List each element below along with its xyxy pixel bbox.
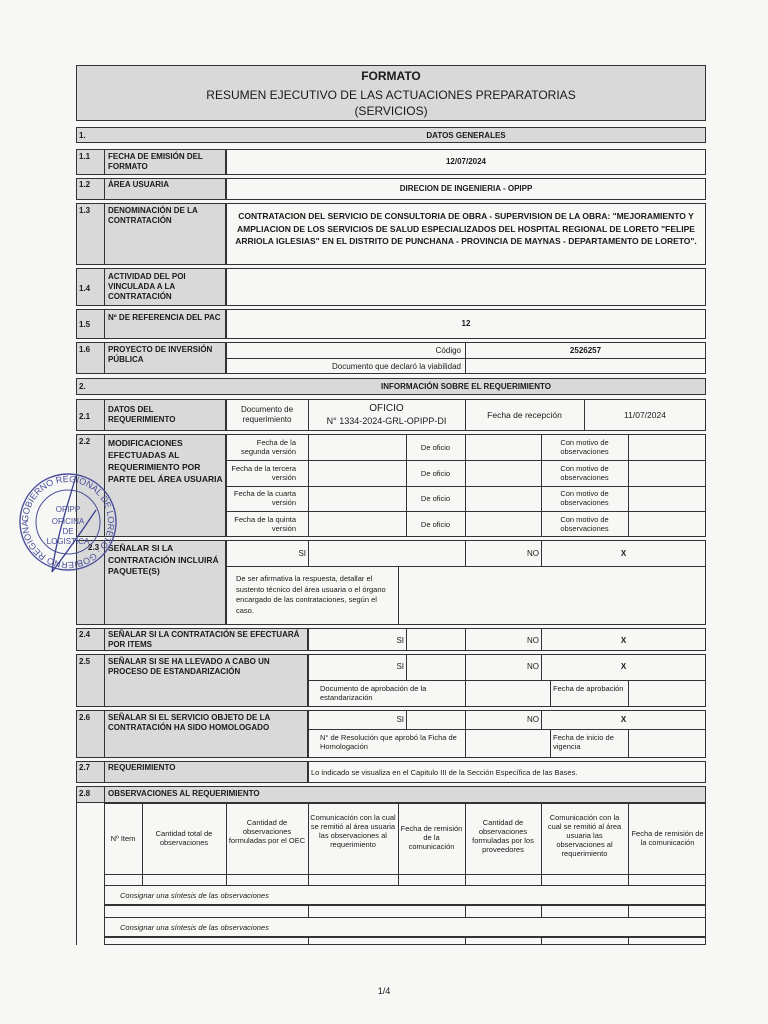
version-3-motive-label: Con motivo de observaciones: [560, 464, 609, 482]
code-label: Código: [435, 346, 461, 355]
col-header-oec-obs: Cantidad de observaciones formuladas por el OEC: [228, 818, 306, 845]
package-no-mark: X: [620, 549, 627, 558]
user-area: DIRECION DE INGENIERIA - OPIPP: [399, 184, 533, 193]
version-4-motive-label: Con motivo de observaciones: [560, 489, 609, 507]
row-1-4-num: 1.4: [79, 284, 91, 293]
version-5-motive-label: Con motivo de observaciones: [560, 515, 609, 533]
row-1-5-num: 1.5: [79, 320, 91, 329]
standardization-si-label: SI: [396, 662, 404, 671]
version-4-date-label: Fecha de la cuarta versión: [233, 489, 296, 507]
version-3-oficio-label: De oficio: [420, 469, 451, 478]
page-number: 1/4: [377, 986, 391, 996]
homologation-no-label: NO: [527, 715, 539, 724]
row-2-7-label: REQUERIMIENTO: [108, 763, 176, 772]
project-code: 2526257: [569, 346, 602, 355]
row-1-6-num: 1.6: [79, 345, 91, 354]
row-2-4-num: 2.4: [79, 630, 91, 639]
standardization-no-label: NO: [527, 662, 539, 671]
homologation-si-label: SI: [396, 715, 404, 724]
package-detail-label: De ser afirmativa la respuesta, detallar el sustento técnico del área usuaria o el órgano encargado de las contrataciones, según el caso.: [236, 574, 386, 615]
version-2-motive-label: Con motivo de observaciones: [560, 438, 609, 456]
row-1-2-label: ÁREA USUARIA: [108, 180, 170, 189]
row-1-3-num: 1.3: [79, 206, 91, 215]
request-doc-number: N° 1334-2024-GRL-OPIPP-DI: [326, 416, 447, 426]
svg-text:OFICINA: OFICINA: [51, 517, 85, 526]
contract-denomination: CONTRATACION DEL SERVICIO DE CONSULTORIA DE OBRA - SUPERVISION DE LA OBRA: "MEJORAMIENTO Y AMPLIACION DE LOS SERVICIOS DE SALUD ESPECIALIZADOS DEL HOSPITAL REGIONAL DE LORETO "FELIPE ARRIOLA IGLESIAS" EN EL DISTRITO DE PUNCHANA - PROVINCIA DE MAYNAS - DEPARTAMENTO DE LORETO".: [235, 211, 697, 246]
row-1-1-label: FECHA DE EMISIÓN DEL FORMATO: [108, 152, 203, 171]
section-1-title: DATOS GENERALES: [426, 131, 506, 140]
homologation-date-label: Fecha de inicio de vigencia: [553, 733, 614, 751]
col-header-oec-date: Fecha de remisión de la comunicación: [400, 824, 463, 851]
version-2-date-label: Fecha de la segunda versión: [240, 438, 296, 456]
header-subtitle: RESUMEN EJECUTIVO DE LAS ACTUACIONES PREPARATORIAS: [206, 88, 576, 102]
request-doc-type: OFICIO: [369, 403, 404, 414]
col-header-item: Nº Item: [110, 834, 136, 843]
homologation-no-mark: X: [620, 715, 627, 724]
section-1-num: 1.: [79, 131, 86, 140]
col-header-prov-obs: Cantidad de observaciones formuladas por los proveedores: [472, 818, 534, 854]
synthesis-text-1: Consignar una síntesis de las observaciones: [120, 891, 269, 900]
request-doc-label: Documento de requerimiento: [240, 405, 294, 424]
version-3-date-label: Fecha de la tercera versión: [231, 464, 296, 482]
standardization-no-mark: X: [620, 662, 627, 671]
svg-text:OPIPP: OPIPP: [55, 505, 81, 514]
requirement-note: Lo indicado se visualiza en el Capitulo III de la Sección Específica de las Bases.: [311, 768, 578, 777]
row-2-5-num: 2.5: [79, 657, 91, 666]
emission-date: 12/07/2024: [445, 157, 487, 166]
col-header-oec-comm: Comunicación con la cual se remitió al área usuaria las observaciones al requerimiento: [310, 813, 396, 849]
items-no-label: NO: [527, 636, 539, 645]
version-2-oficio-label: De oficio: [420, 443, 451, 452]
row-1-4-value-cell: [226, 268, 706, 306]
svg-text:GOBIERNO REGIONAL DE LORETO ·: GOBIERNO REGIONAL DE LORETO · GOBIERNO REGIONA: [19, 473, 117, 571]
version-5-oficio-label: De oficio: [420, 520, 451, 529]
row-2-5-label: SEÑALAR SI SE HA LLEVADO A CABO UN PROCESO DE ESTANDARIZACIÓN: [108, 657, 270, 676]
row-1-2-num: 1.2: [79, 180, 91, 189]
row-2-8-num: 2.8: [79, 789, 91, 798]
row-2-6-num: 2.6: [79, 713, 91, 722]
row-1-5-label: Nº DE REFERENCIA DEL PAC: [108, 313, 221, 322]
row-2-7-num: 2.7: [79, 763, 91, 772]
row-2-8-label: OBSERVACIONES AL REQUERIMIENTO: [108, 789, 260, 798]
synthesis-text-2: Consignar una síntesis de las observaciones: [120, 923, 269, 932]
col-header-prov-date: Fecha de remisión de la comunicación: [631, 829, 704, 847]
viability-doc-label: Documento que declaró la viabilidad: [332, 362, 461, 371]
row-2-2-num: 2.2: [79, 437, 91, 446]
items-no-mark: X: [620, 636, 627, 645]
official-seal: [16, 470, 120, 574]
version-4-oficio-label: De oficio: [420, 494, 451, 503]
homologation-resolution-label: N° de Resolución que aprobó la Ficha de Homologación: [320, 733, 457, 751]
row-2-6-label: SEÑALAR SI EL SERVICIO OBJETO DE LA CONTRATACIÓN HA SIDO HOMOLOGADO: [108, 713, 270, 732]
reception-date: 11/07/2024: [624, 410, 666, 420]
row-1-6-label: PROYECTO DE INVERSIÓN PÚBLICA: [108, 345, 213, 364]
section-2-num: 2.: [79, 382, 86, 391]
col-header-prov-comm: Comunicación con la cual se remitió al área usuaria las observaciones al requerimiento: [547, 813, 622, 858]
row-2-4-label: SEÑALAR SI LA CONTRATACIÓN SE EFECTUARÁ POR ITEMS: [108, 630, 300, 649]
svg-text:DE: DE: [62, 527, 74, 536]
row-1-1-num: 1.1: [79, 152, 91, 161]
standardization-date-label: Fecha de aprobación: [553, 684, 624, 693]
row-1-3-label: DENOMINACIÓN DE LA CONTRATACIÓN: [108, 206, 198, 225]
header-title: FORMATO: [361, 69, 421, 83]
standardization-doc-label: Documento de aprobación de la estandarización: [320, 684, 427, 702]
row-1-4-label: ACTIVIDAD DEL POI VINCULADA A LA CONTRATACIÓN: [108, 272, 186, 301]
pac-reference: 12: [461, 319, 471, 328]
items-si-label: SI: [396, 636, 404, 645]
row-2-1-num: 2.1: [79, 412, 91, 421]
row-2-3-num: 2.3: [88, 543, 100, 552]
package-si-label: SI: [298, 549, 306, 558]
reception-date-label: Fecha de recepción: [487, 410, 562, 420]
section-2-title: INFORMACIÓN SOBRE EL REQUERIMIENTO: [381, 382, 551, 391]
version-5-date-label: Fecha de la quinta versión: [234, 515, 296, 533]
header-subtitle-2: (SERVICIOS): [354, 104, 428, 118]
row-2-2-label: MODIFICACIONES EFECTUADAS AL REQUERIMIENTO POR PARTE DEL ÁREA USUARIA: [108, 438, 223, 484]
package-no-label: NO: [527, 549, 539, 558]
row-2-1-label: DATOS DEL REQUERIMIENTO: [108, 405, 176, 424]
svg-text:LOGISTICA: LOGISTICA: [46, 537, 90, 546]
col-header-total-obs: Cantidad total de observaciones: [155, 829, 213, 847]
row-2-3-label: SEÑALAR SI LA CONTRATACIÓN INCLUIRÁ PAQUETE(S): [108, 543, 219, 576]
